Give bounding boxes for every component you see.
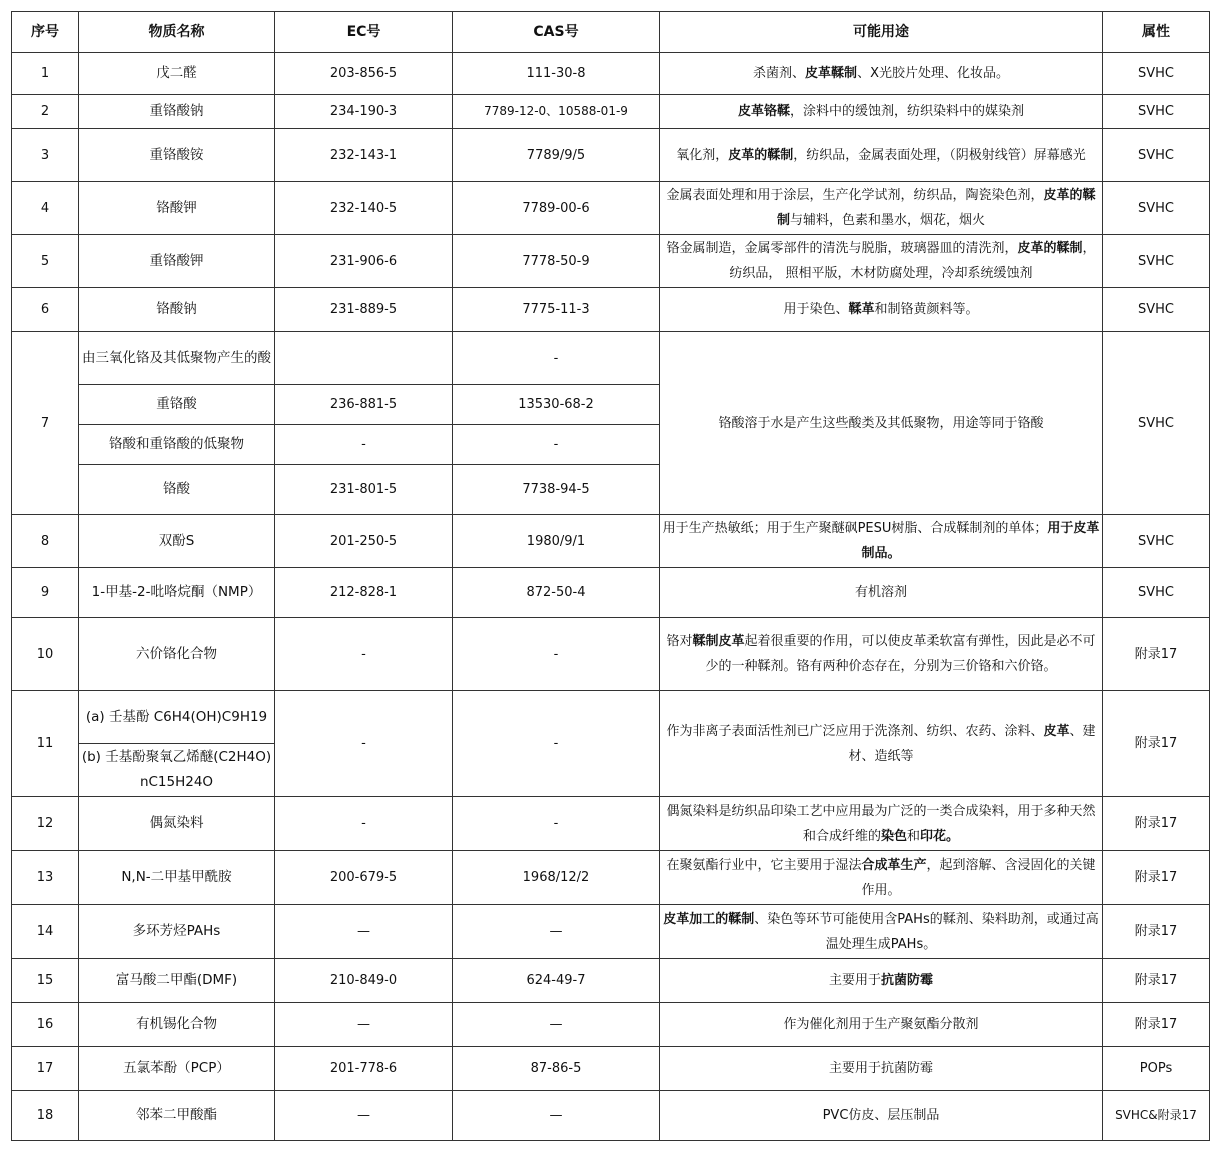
cas-number: 624-49-7	[453, 959, 660, 1003]
cas-number: 1980/9/1	[453, 515, 660, 568]
row-number: 12	[12, 797, 79, 851]
attribute-badge: SVHC	[1103, 95, 1210, 129]
use-highlight: 鞣制皮革	[692, 634, 745, 649]
row-number: 4	[12, 182, 79, 235]
use-text: ，纺织品， 照相平版，木材防腐处理，冷却系统缓蚀剂	[729, 241, 1096, 281]
ec-number: 212-828-1	[275, 568, 453, 618]
attribute-badge: 附录17	[1103, 797, 1210, 851]
use-highlight: 皮革的鞣制	[728, 147, 794, 163]
row-number: 9	[12, 568, 79, 618]
ec-number: —	[275, 1003, 453, 1047]
cas-number: 111-30-8	[453, 53, 660, 95]
substance-name: 铬酸钾	[79, 182, 275, 235]
table-row	[12, 1091, 1210, 1141]
attribute-badge: SVHC	[1103, 515, 1210, 568]
use-cell	[660, 95, 1103, 129]
substance-name: 重铬酸钾	[79, 235, 275, 288]
header-name: 物质名称	[79, 12, 275, 53]
ec-number: 232-143-1	[275, 129, 453, 182]
attribute-badge: SVHC	[1103, 568, 1210, 618]
use-text: 和	[907, 828, 921, 844]
header-cas: CAS号	[453, 12, 660, 53]
attribute-badge: 附录17	[1103, 1003, 1210, 1047]
row-number: 16	[12, 1003, 79, 1047]
table-row	[12, 691, 1210, 744]
attribute-badge: SVHC	[1103, 129, 1210, 182]
use-text: 用于染色、	[783, 302, 849, 317]
header-attr: 属性	[1103, 12, 1210, 53]
table-row	[12, 182, 1210, 235]
row-number: 13	[12, 851, 79, 905]
use-text: 杀菌剂、	[753, 66, 806, 81]
ec-number: 201-778-6	[275, 1047, 453, 1091]
use-highlight: 皮革铬鞣	[737, 104, 790, 119]
substance-name: 五氯苯酚（PCP）	[79, 1047, 275, 1091]
table-row	[12, 851, 1210, 905]
substance-name: 戊二醛	[79, 53, 275, 95]
use-text: 作为非离子表面活性剂已广泛应用于洗涤剂、纺织、农药、涂料、	[666, 723, 1044, 739]
cas-number: 7775-11-3	[453, 288, 660, 332]
use-text: 铬金属制造，金属零部件的清洗与脱脂，玻璃器皿的清洗剂，	[666, 241, 1018, 256]
header-use: 可能用途	[660, 12, 1103, 53]
table-row	[12, 129, 1210, 182]
use-cell	[660, 797, 1103, 851]
table-row	[12, 797, 1210, 851]
use-cell	[660, 235, 1103, 288]
table-row	[12, 53, 1210, 95]
cas-number: -	[453, 618, 660, 691]
use-text: 、建材、造纸等	[848, 723, 1096, 764]
substance-name: 由三氧化铬及其低聚物产生的酸	[79, 332, 275, 385]
cas-number: 87-86-5	[453, 1047, 660, 1091]
header-row	[12, 12, 1210, 53]
table-body	[12, 53, 1210, 1141]
use-text: PVC仿皮、层压制品	[822, 1108, 940, 1123]
use-cell	[660, 851, 1103, 905]
row-number: 6	[12, 288, 79, 332]
substance-name: 铬酸	[79, 465, 275, 515]
use-text: 用于生产热敏纸；用于生产聚醚砜PESU树脂、合成鞣制剂的单体；	[662, 521, 1048, 536]
ec-number	[275, 332, 453, 385]
table-row	[12, 332, 1210, 385]
cas-number: 13530-68-2	[453, 385, 660, 425]
substance-name: 1-甲基-2-吡咯烷酮（NMP）	[79, 568, 275, 618]
row-number: 10	[12, 618, 79, 691]
row-number: 14	[12, 905, 79, 959]
cas-number: 7789-00-6	[453, 182, 660, 235]
use-cell	[660, 129, 1103, 182]
cas-number: —	[453, 905, 660, 959]
cas-number: 7789-12-0、10588-01-9	[453, 95, 660, 129]
header-no: 序号	[12, 12, 79, 53]
attribute-badge: 附录17	[1103, 618, 1210, 691]
ec-number: —	[275, 905, 453, 959]
use-highlight: 抗菌防霉	[881, 973, 934, 988]
use-cell	[660, 959, 1103, 1003]
use-cell	[660, 182, 1103, 235]
cas-number: —	[453, 1091, 660, 1141]
use-text: 、染色等环节可能使用含PAHs的鞣剂、染料助剂，或通过高温处理生成PAHs。	[754, 911, 1099, 952]
cas-number: -	[453, 425, 660, 465]
row-number: 7	[12, 332, 79, 515]
table-row	[12, 618, 1210, 691]
attribute-badge: SVHC	[1103, 53, 1210, 95]
use-text: 主要用于抗菌防霉	[828, 1061, 933, 1076]
use-cell	[660, 515, 1103, 568]
cas-number: 872-50-4	[453, 568, 660, 618]
row-number: 18	[12, 1091, 79, 1141]
use-highlight: 皮革鞣制	[805, 66, 858, 81]
use-text: 偶氮染料是纺织品印染工艺中应用最为广泛的一类合成染料，用于多种天然和合成纤维的	[666, 803, 1096, 844]
table-row	[12, 515, 1210, 568]
row-number: 17	[12, 1047, 79, 1091]
use-text: 铬对	[666, 634, 693, 649]
attribute-badge: SVHC&附录17	[1103, 1091, 1210, 1141]
use-cell	[660, 332, 1103, 515]
use-highlight: 染色	[880, 828, 907, 844]
table-row	[12, 95, 1210, 129]
cas-number: -	[453, 332, 660, 385]
row-number: 15	[12, 959, 79, 1003]
substance-name: (b) 壬基酚聚氧乙烯醚(C2H4O)nC15H24O	[79, 744, 275, 797]
use-highlight: 皮革的鞣制	[776, 188, 1096, 228]
use-highlight: 皮革加工的鞣制	[663, 911, 755, 927]
table-row	[12, 959, 1210, 1003]
ec-number: 231-801-5	[275, 465, 453, 515]
use-cell	[660, 1003, 1103, 1047]
substance-name: 有机锡化合物	[79, 1003, 275, 1047]
attribute-badge: 附录17	[1103, 905, 1210, 959]
table-row	[12, 235, 1210, 288]
use-cell	[660, 288, 1103, 332]
ec-number: -	[275, 618, 453, 691]
ec-number: 236-881-5	[275, 385, 453, 425]
use-text: 和制铬黄颜料等。	[874, 302, 979, 317]
cas-number: -	[453, 797, 660, 851]
table-row	[12, 288, 1210, 332]
use-cell	[660, 691, 1103, 797]
use-text: 金属表面处理和用于涂层，生产化学试剂，纺织品，陶瓷染色剂，	[666, 188, 1044, 203]
use-text: 主要用于	[828, 973, 881, 988]
attribute-badge: 附录17	[1103, 851, 1210, 905]
header-ec: EC号	[275, 12, 453, 53]
attribute-badge: 附录17	[1103, 959, 1210, 1003]
use-text: 作为催化剂用于生产聚氨酯分散剂	[783, 1017, 979, 1032]
use-cell	[660, 905, 1103, 959]
ec-number: 203-856-5	[275, 53, 453, 95]
table-row	[12, 905, 1210, 959]
ec-number: 231-889-5	[275, 288, 453, 332]
use-cell	[660, 618, 1103, 691]
use-text: 起着很重要的作用，可以使皮革柔软富有弹性，因此是必不可少的一种鞣剂。铬有两种价态存在，分别为三价铬和六价铬。	[705, 634, 1096, 674]
use-cell	[660, 568, 1103, 618]
substance-name: 双酚S	[79, 515, 275, 568]
row-number: 11	[12, 691, 79, 797]
use-cell	[660, 53, 1103, 95]
cas-number: 7778-50-9	[453, 235, 660, 288]
use-text: 在聚氨酯行业中，它主要用于湿法	[666, 857, 862, 873]
use-text: 铬酸溶于水是产生这些酸类及其低聚物，用途等同于铬酸	[718, 415, 1044, 431]
substance-name: 偶氮染料	[79, 797, 275, 851]
use-text: 、X光胶片处理、化妆品。	[857, 66, 1009, 81]
use-text: ，涂料中的缓蚀剂，纺织染料中的媒染剂	[790, 104, 1025, 119]
substance-name: 铬酸和重铬酸的低聚物	[79, 425, 275, 465]
ec-number: 200-679-5	[275, 851, 453, 905]
use-highlight: 印花。	[920, 828, 960, 844]
substance-name: 重铬酸铵	[79, 129, 275, 182]
attribute-badge: POPs	[1103, 1047, 1210, 1091]
substance-name: 重铬酸钠	[79, 95, 275, 129]
attribute-badge: SVHC	[1103, 182, 1210, 235]
substance-name: (a) 壬基酚 C6H4(OH)C9H19	[79, 691, 275, 744]
ec-number: 234-190-3	[275, 95, 453, 129]
ec-number: 232-140-5	[275, 182, 453, 235]
cas-number: 1968/12/2	[453, 851, 660, 905]
substance-name: 重铬酸	[79, 385, 275, 425]
substance-table	[11, 11, 1210, 1141]
substance-name: 邻苯二甲酸酯	[79, 1091, 275, 1141]
ec-number: -	[275, 425, 453, 465]
use-text: 与辅料，色素和墨水，烟花，烟火	[790, 213, 986, 228]
use-highlight: 合成革生产	[861, 857, 927, 873]
use-highlight: 皮革	[1043, 723, 1070, 739]
ec-number: 201-250-5	[275, 515, 453, 568]
cas-number: 7789/9/5	[453, 129, 660, 182]
cas-number: —	[453, 1003, 660, 1047]
table-row	[12, 1047, 1210, 1091]
row-number: 5	[12, 235, 79, 288]
substance-name: 铬酸钠	[79, 288, 275, 332]
use-cell	[660, 1091, 1103, 1141]
attribute-badge: SVHC	[1103, 235, 1210, 288]
row-number: 2	[12, 95, 79, 129]
use-cell	[660, 1047, 1103, 1091]
row-number: 1	[12, 53, 79, 95]
ec-number: —	[275, 1091, 453, 1141]
use-text: 氧化剂，	[676, 147, 729, 163]
cas-number: -	[453, 691, 660, 797]
ec-number: -	[275, 797, 453, 851]
use-text: 有机溶剂	[854, 585, 907, 600]
substance-name: 六价铬化合物	[79, 618, 275, 691]
row-number: 3	[12, 129, 79, 182]
use-text: ，起到溶解、含浸固化的关键作用。	[861, 857, 1096, 898]
ec-number: 210-849-0	[275, 959, 453, 1003]
substance-name: N,N-二甲基甲酰胺	[79, 851, 275, 905]
ec-number: -	[275, 691, 453, 797]
row-number: 8	[12, 515, 79, 568]
substance-name: 富马酸二甲酯(DMF)	[79, 959, 275, 1003]
attribute-badge: 附录17	[1103, 691, 1210, 797]
use-highlight: 鞣革	[848, 302, 875, 317]
use-highlight: 皮革的鞣制	[1017, 241, 1083, 256]
table-row	[12, 1003, 1210, 1047]
attribute-badge: SVHC	[1103, 332, 1210, 515]
use-text: ，纺织品，金属表面处理，（阴极射线管）屏幕感光	[793, 147, 1086, 163]
substance-name: 多环芳烃PAHs	[79, 905, 275, 959]
cas-number: 7738-94-5	[453, 465, 660, 515]
ec-number: 231-906-6	[275, 235, 453, 288]
attribute-badge: SVHC	[1103, 288, 1210, 332]
table-row	[12, 568, 1210, 618]
use-highlight: 用于皮革制品。	[861, 521, 1100, 561]
